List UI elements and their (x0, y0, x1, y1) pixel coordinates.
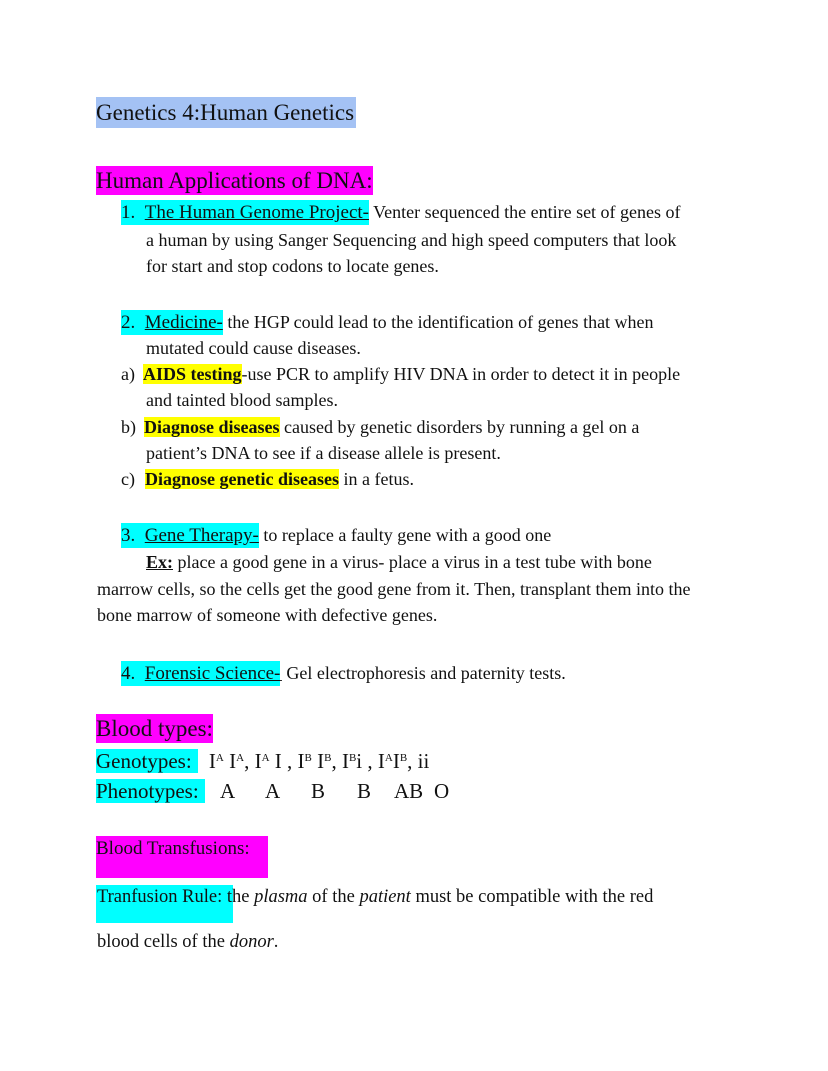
list-item-2 (121, 309, 654, 336)
genotypes-row (96, 747, 429, 779)
item-text: Gel electrophoresis and paternity tests. (281, 663, 566, 683)
sub-item-letter: c) (121, 469, 135, 489)
phenotypes-row (96, 777, 450, 805)
rule-label: Tranfusion Rule: (97, 887, 223, 907)
sub-item-text: caused by genetic disorders by running a gel on a (279, 417, 640, 437)
sub-item-bold: Diagnose genetic diseases (144, 469, 339, 489)
list-item-4 (121, 660, 566, 687)
sub-item-a (121, 361, 680, 387)
term-plasma: plasma (254, 887, 308, 907)
transfusion-rule-line-2: blood cells of the donor. (97, 932, 279, 952)
genotypes-label: Genotypes: (96, 749, 198, 773)
item-text: to replace a faulty gene with a good one (258, 525, 552, 545)
phenotype-2: B (311, 779, 326, 803)
example-text: place a good gene in a virus- place a virus in a test tube with bone (173, 552, 652, 572)
page-title: Genetics 4:Human Genetics (96, 97, 356, 128)
example-line-3: bone marrow of someone with defective genes. (97, 605, 438, 625)
section-heading-dna: Human Applications of DNA: (96, 168, 373, 193)
list-item-1 (121, 199, 681, 226)
sub-item-b (121, 414, 639, 440)
item-label: Forensic Science- (144, 663, 281, 684)
item-text: the HGP could lead to the identification of genes that when (222, 312, 654, 332)
list-item-1-line-2: a human by using Sanger Sequencing and high speed computers that look (146, 230, 677, 250)
term-donor: donor (229, 932, 274, 952)
phenotype-5: O (434, 779, 450, 803)
phenotypes-label: Phenotypes: (96, 779, 205, 803)
term-patient: patient (359, 887, 411, 907)
sub-item-b-line-2: patient’s DNA to see if a disease allele is present. (146, 443, 501, 463)
phenotype-3: B (357, 779, 372, 803)
item-number: 2. (121, 312, 136, 333)
list-item-3 (121, 522, 551, 549)
sub-item-c (121, 466, 414, 492)
item-label: Gene Therapy- (144, 525, 259, 546)
phenotype-4: AB (394, 779, 424, 803)
list-item-2-line-2: mutated could cause diseases. (146, 338, 361, 358)
item-label: Medicine- (144, 312, 223, 333)
item-text: Venter sequenced the entire set of genes of (368, 202, 681, 222)
sub-item-text: in a fetus. (338, 469, 414, 489)
example-label: Ex: (146, 552, 173, 572)
item-number: 1. (121, 202, 136, 223)
section-heading-transfusions: Blood Transfusions: (96, 836, 268, 878)
genotypes-list: $I^A$ $I^A$, $I^A$ I , $I^B$ $I^B$, $I^Bi$ , $I^AI^B$, ii (208, 749, 430, 773)
sub-item-a-line-2: and tainted blood samples. (146, 390, 338, 410)
sub-item-bold: Diagnose diseases (144, 417, 280, 437)
section-heading-blood-types: Blood types: (96, 716, 213, 741)
example-line-2: marrow cells, so the cells get the good gene from it. Then, transplant them into the (97, 579, 691, 599)
phenotype-0: A (220, 779, 236, 803)
sub-item-text: -use PCR to amplify HIV DNA in order to detect it in people (241, 364, 681, 384)
example-line-1 (146, 549, 652, 575)
list-item-1-line-3: for start and stop codons to locate genes. (146, 256, 439, 276)
item-number: 3. (121, 525, 136, 546)
phenotype-1: A (265, 779, 281, 803)
transfusion-rule-line-1: Tranfusion Rule: the plasma of the patient must be compatible with the red (97, 887, 654, 907)
sub-item-letter: a) (121, 364, 135, 384)
item-number: 4. (121, 663, 136, 684)
sub-item-letter: b) (121, 417, 136, 437)
sub-item-bold: AIDS testing (142, 364, 242, 384)
item-label: The Human Genome Project- (144, 202, 369, 223)
